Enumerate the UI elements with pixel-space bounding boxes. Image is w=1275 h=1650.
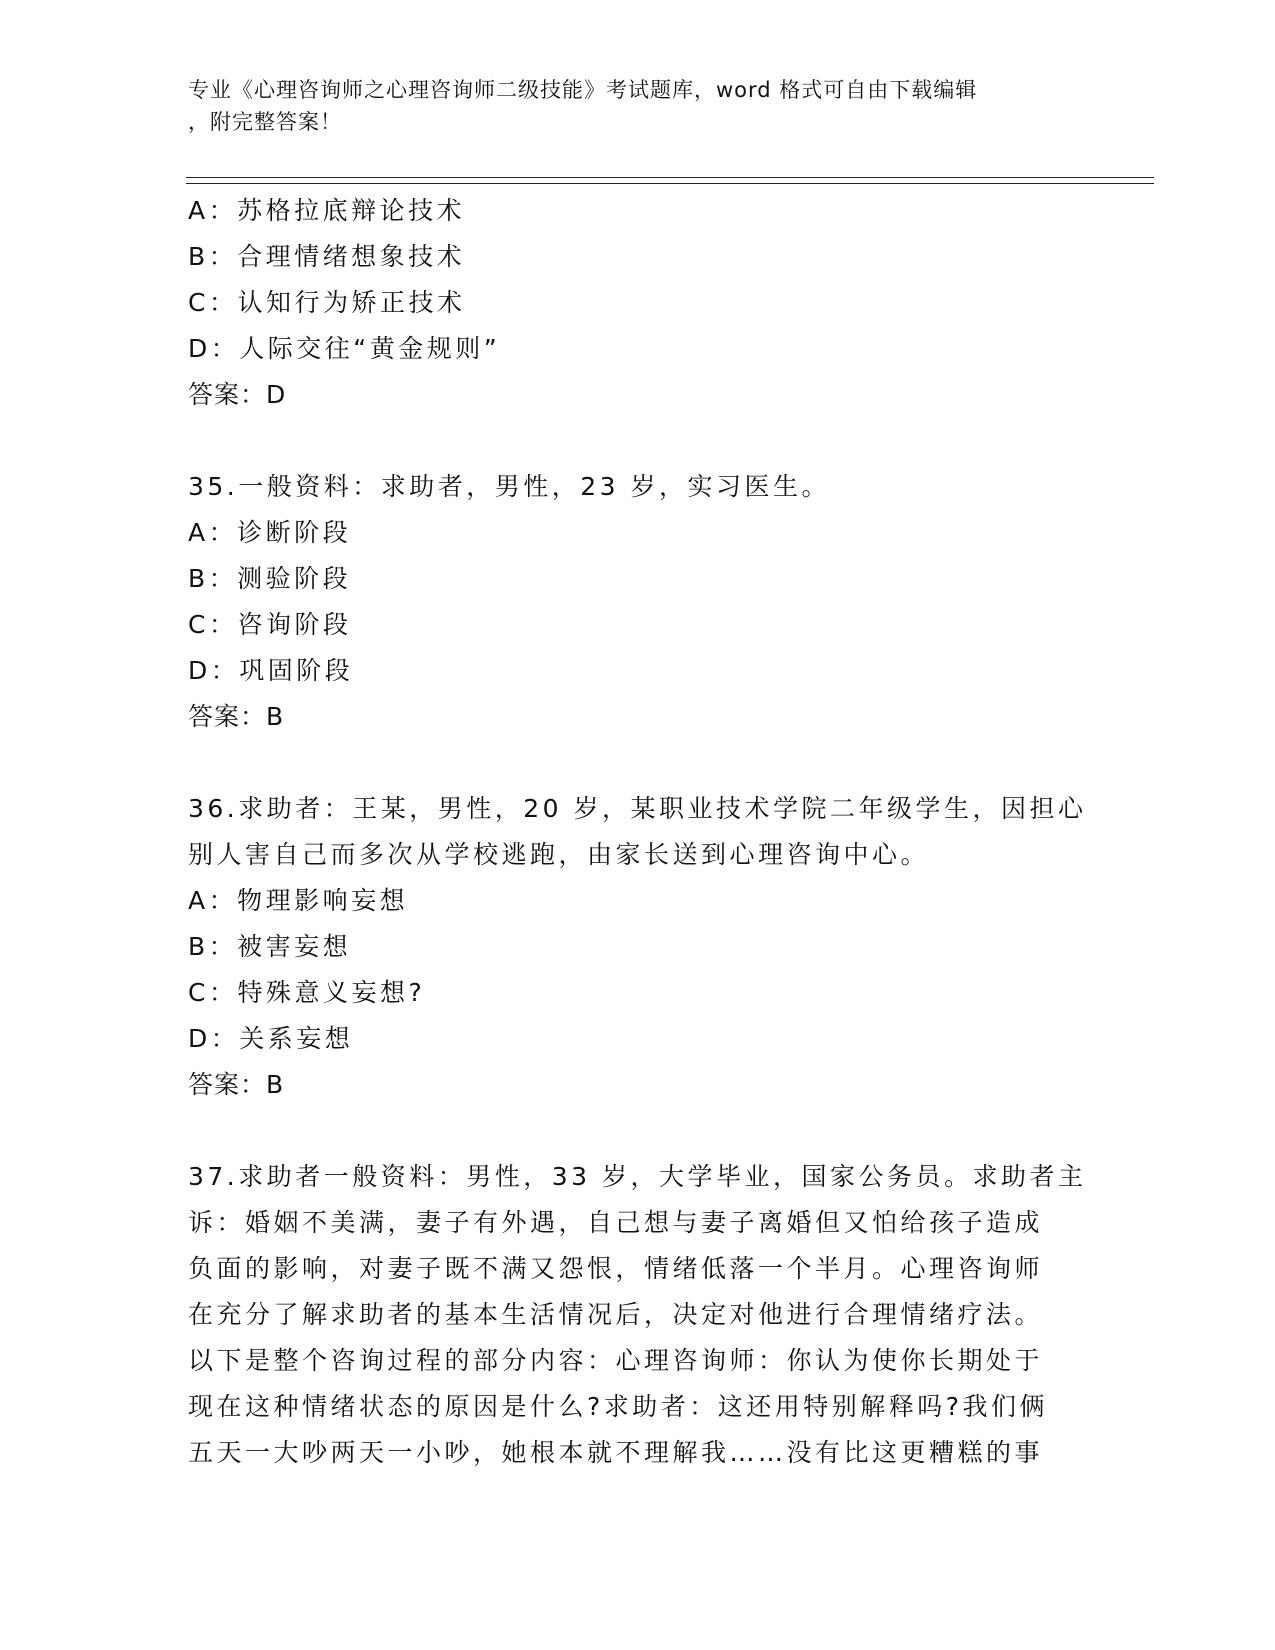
- option-b: B：合理情绪想象技术: [188, 242, 466, 271]
- stem-line: 诉：婚姻不美满，妻子有外遇，自己想与妻子离婚但又怕给孩子造成: [188, 1208, 1044, 1237]
- header-line-2: ，附完整答案！: [188, 110, 342, 134]
- option-c: C：特殊意义妄想?: [188, 978, 426, 1007]
- stem-line: 在充分了解求助者的基本生活情况后，决定对他进行合理情绪疗法。: [188, 1300, 1044, 1329]
- question-stem: [188, 1154, 1088, 1476]
- question-block: [188, 188, 1088, 418]
- option-a: A：诊断阶段: [188, 518, 352, 547]
- stem-line: 以下是整个咨询过程的部分内容：心理咨询师：你认为使你长期处于: [188, 1346, 1044, 1375]
- stem-line: 别人害自己而多次从学校逃跑，由家长送到心理咨询中心。: [188, 840, 930, 869]
- option-b: B：被害妄想: [188, 932, 352, 961]
- option-d: D：人际交往“黄金规则”: [188, 334, 501, 363]
- option-d: D：关系妄想: [188, 1024, 354, 1053]
- option-a: A：物理影响妄想: [188, 886, 409, 915]
- header-rule-top: [186, 177, 1154, 178]
- question-block: [188, 464, 1088, 740]
- stem-line: 35.一般资料：求助者，男性，23 岁，实习医生。: [188, 472, 831, 501]
- option-a: A：苏格拉底辩论技术: [188, 196, 466, 225]
- answer-line: 答案：B: [188, 1070, 285, 1099]
- answer-line: 答案：B: [188, 702, 285, 731]
- question-stem: [188, 464, 1088, 510]
- question-block: [188, 786, 1088, 1108]
- header-rule-bottom: [186, 183, 1154, 184]
- option-d: D：巩固阶段: [188, 656, 354, 685]
- stem-line: 五天一大吵两天一小吵，她根本就不理解我……没有比这更糟糕的事: [188, 1438, 1044, 1467]
- option-c: C：咨询阶段: [188, 610, 352, 639]
- answer-line: 答案：D: [188, 380, 287, 409]
- stem-line: 现在这种情绪状态的原因是什么?求助者：这还用特别解释吗?我们俩: [188, 1392, 1049, 1421]
- option-c: C：认知行为矫正技术: [188, 288, 466, 317]
- option-b: B：测验阶段: [188, 564, 352, 593]
- stem-line: 负面的影响，对妻子既不满又怨恨，情绪低落一个半月。心理咨询师: [188, 1254, 1044, 1283]
- stem-line: 37.求助者一般资料：男性，33 岁，大学毕业，国家公务员。求助者主: [188, 1162, 1087, 1191]
- header-line-1: 专业《心理咨询师之心理咨询师二级技能》考试题库，word 格式可自由下载编辑: [188, 78, 978, 102]
- question-list: [188, 188, 1088, 1476]
- question-block: [188, 1154, 1088, 1476]
- stem-line: 36.求助者：王某，男性，20 岁，某职业技术学院二年级学生，因担心: [188, 794, 1087, 823]
- question-stem: [188, 786, 1088, 878]
- document-header: [188, 74, 1088, 138]
